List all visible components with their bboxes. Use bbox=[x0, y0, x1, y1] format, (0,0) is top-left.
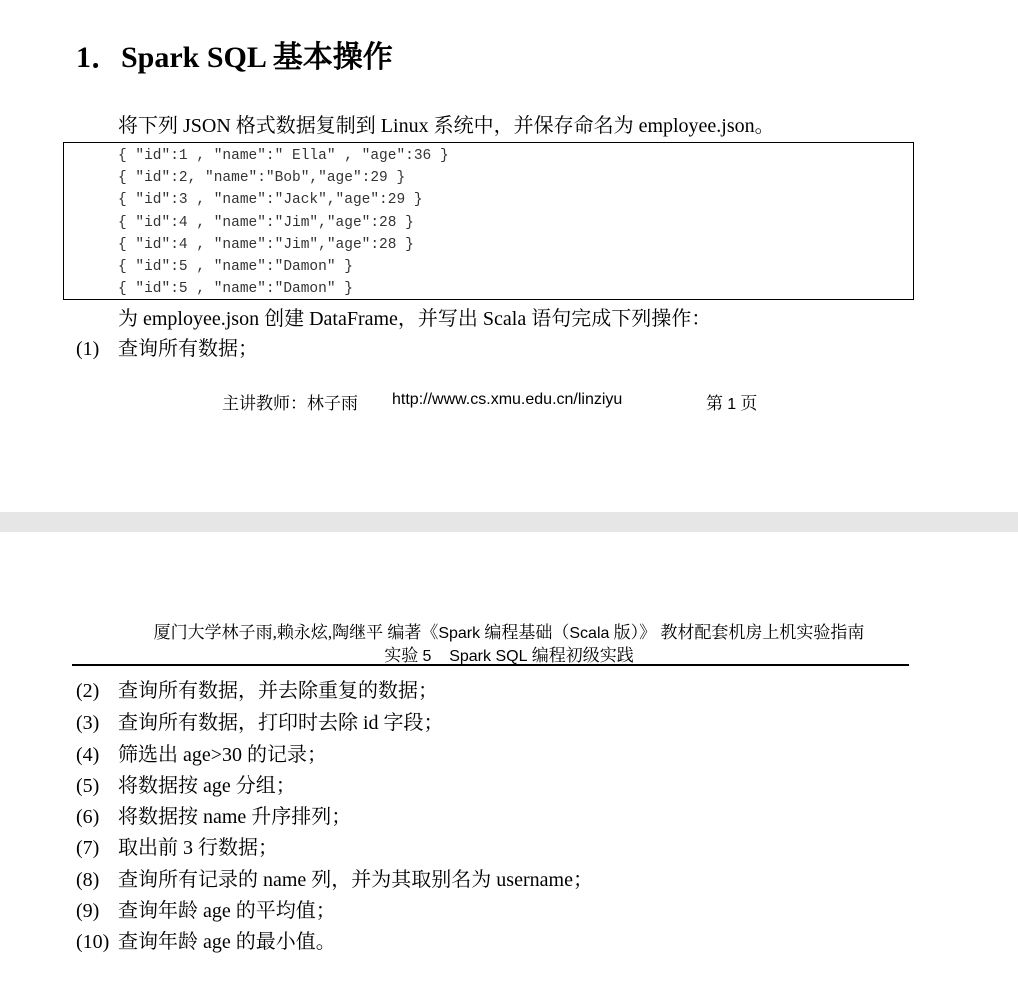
task-description: 为 employee.json 创建 DataFrame，并写出 Scala 语句完成下列操作： bbox=[118, 308, 712, 330]
list-item-text: 查询年龄 age 的最小值。 bbox=[118, 931, 336, 953]
list-item-text: 将数据按 age 分组； bbox=[118, 775, 296, 797]
header-text: 5 Spark SQL bbox=[422, 648, 528, 665]
list-item-text: 将数据按 name 升序排列； bbox=[118, 806, 352, 828]
json-code-block bbox=[63, 142, 914, 300]
header-rule bbox=[72, 664, 909, 666]
list-item-number: (7) bbox=[76, 837, 100, 859]
footer-teacher: 主讲教师：林子雨 bbox=[222, 394, 358, 413]
code-line: { "id":5 , "name":"Damon" } bbox=[118, 259, 353, 275]
list-item-text: 查询所有记录的 name 列，并为其取别名为 username； bbox=[118, 869, 593, 891]
list-item-number: (4) bbox=[76, 744, 100, 766]
header-text: 编程初级实践 bbox=[527, 646, 634, 665]
footer-url bbox=[392, 389, 622, 409]
list-item-number: (3) bbox=[76, 712, 100, 734]
code-line: { "id":1 , "name":" Ella" , "age":36 } bbox=[118, 148, 449, 164]
header-text: 版）》 教材配套机房上机实验指南 bbox=[609, 623, 865, 642]
header-text: Spark bbox=[438, 625, 481, 642]
intro-paragraph: 将下列 JSON 格式数据复制到 Linux 系统中，并保存命名为 employee.json。 bbox=[118, 115, 775, 137]
page-number bbox=[706, 389, 757, 414]
code-line: { "id":4 , "name":"Jim","age":28 } bbox=[118, 215, 414, 231]
page-number-suffix: 页 bbox=[740, 394, 758, 413]
page-number-value: 1 bbox=[727, 396, 737, 413]
list-item-number: (8) bbox=[76, 869, 100, 891]
header-text: 厦门大学林子雨,赖永炫,陶继平 编著《 bbox=[153, 623, 439, 642]
footer-url-text: http://www.cs.xmu.edu.cn/linziyu bbox=[392, 391, 623, 408]
code-line: { "id":2, "name":"Bob","age":29 } bbox=[118, 170, 406, 186]
code-line: { "id":5 , "name":"Damon" } bbox=[118, 281, 353, 297]
list-item-text: 筛选出 age>30 的记录； bbox=[118, 744, 328, 766]
list-item-number: (10) bbox=[76, 931, 110, 953]
document-page-2 bbox=[0, 532, 1018, 988]
header-text: 编程基础（ bbox=[480, 623, 570, 642]
list-item-number: (9) bbox=[76, 900, 100, 922]
page-number-prefix: 第 bbox=[706, 394, 723, 413]
list-item-number: (1) bbox=[76, 338, 100, 360]
running-header-line-2 bbox=[0, 641, 1018, 666]
code-line: { "id":3 , "name":"Jack","age":29 } bbox=[118, 192, 423, 208]
list-item-text: 查询所有数据，并去除重复的数据； bbox=[118, 680, 438, 702]
list-item-number: (5) bbox=[76, 775, 100, 797]
header-text: 实验 bbox=[384, 646, 423, 665]
header-text: Scala bbox=[569, 625, 610, 642]
list-item-text: 查询年龄 age 的平均值； bbox=[118, 900, 336, 922]
page-separator bbox=[0, 512, 1018, 532]
list-item-number: (6) bbox=[76, 806, 100, 828]
list-item-text: 查询所有数据； bbox=[118, 338, 258, 360]
list-item-text: 查询所有数据，打印时去除 id 字段； bbox=[118, 712, 444, 734]
running-header-line-1 bbox=[0, 618, 1018, 643]
code-line: { "id":4 , "name":"Jim","age":28 } bbox=[118, 237, 414, 253]
list-item-number: (2) bbox=[76, 680, 100, 702]
section-title: 1．Spark SQL 基本操作 bbox=[76, 41, 393, 74]
list-item-text: 取出前 3 行数据； bbox=[118, 837, 278, 859]
